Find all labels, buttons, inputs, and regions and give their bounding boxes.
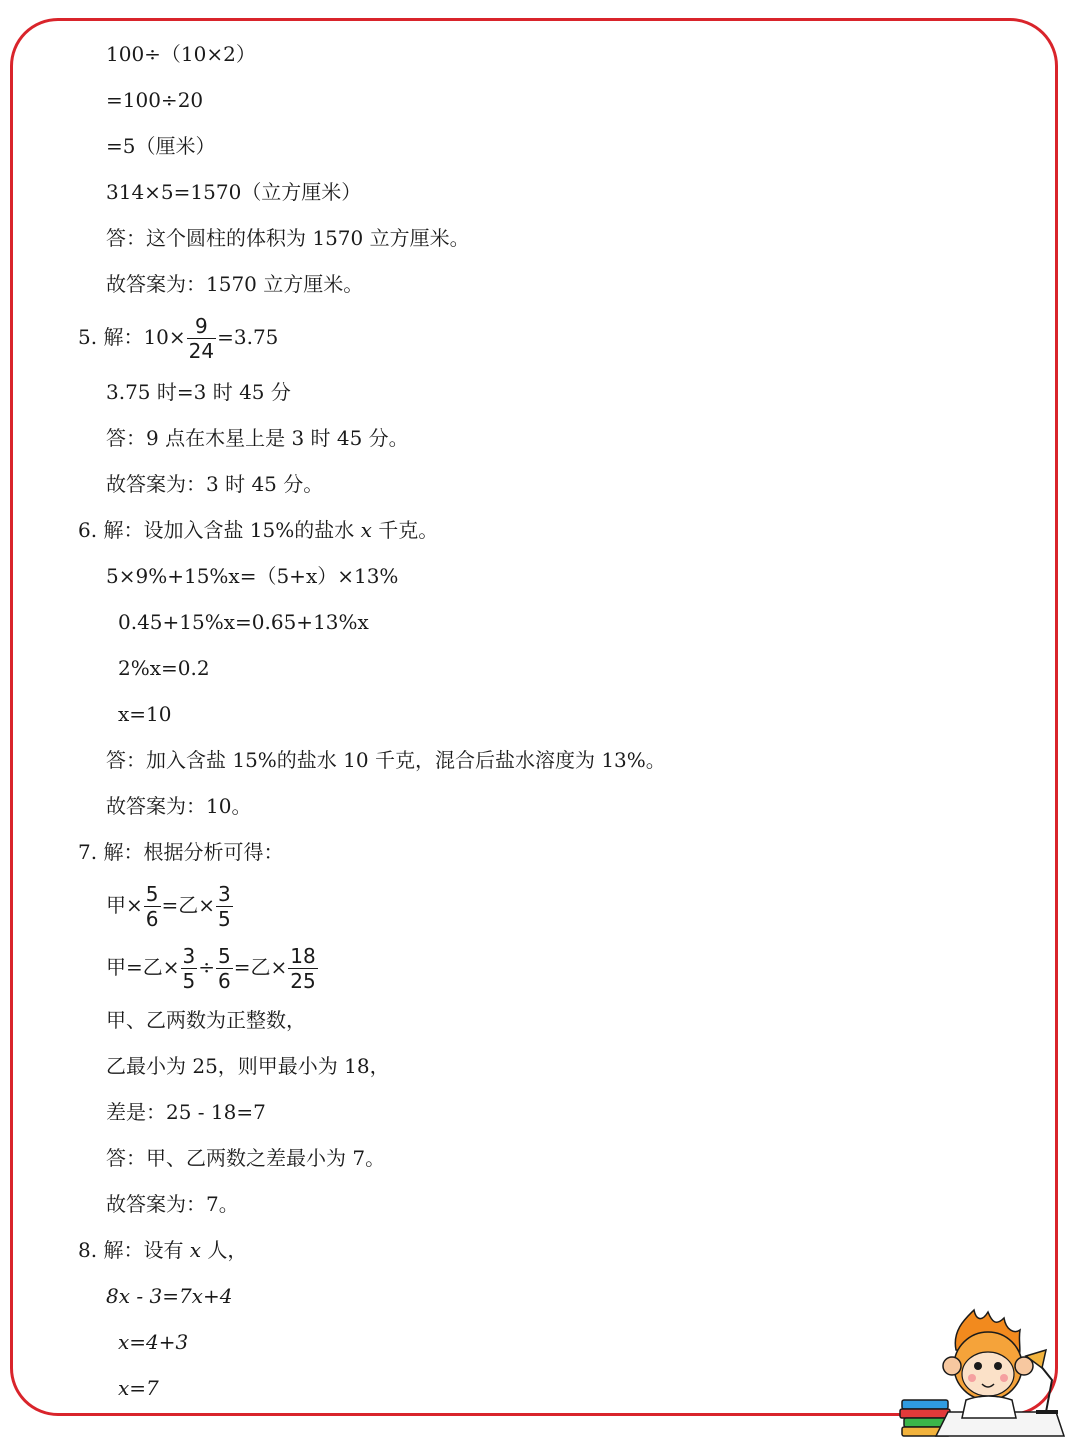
equation-line: 甲× $\frac{5}{6}$ =乙× $\frac{3}{5}$ xyxy=(106,882,231,931)
equation-line: 2%x=0.2 xyxy=(118,656,210,680)
calc-line: 314×5=1570（立方厘米） xyxy=(106,180,362,204)
final-answer-line: 故答案为：3 时 45 分。 xyxy=(106,472,324,496)
answer-line: 答：加入含盐 15%的盐水 10 千克，混合后盐水溶度为 13%。 xyxy=(106,748,666,772)
fraction: $\frac{9}{24}$ xyxy=(188,314,215,363)
calc-line: 乙最小为 25，则甲最小为 18， xyxy=(106,1054,390,1078)
fraction: $\frac{3}{5}$ xyxy=(182,944,196,993)
calc-line: =100÷20 xyxy=(106,88,204,112)
equation-line: x=4+3 xyxy=(118,1330,189,1354)
equation-line: 5×9%+15%x=（5+x）×13% xyxy=(106,564,399,588)
final-answer-line: 故答案为：10。 xyxy=(106,794,252,818)
calc-line: 甲、乙两数为正整数， xyxy=(106,1008,306,1032)
equation-line: 0.45+15%x=0.65+13%x xyxy=(118,610,369,634)
calc-line: 100÷（10×2） xyxy=(106,42,256,66)
question-8-solution: 8. 解：设有 x 人， xyxy=(78,1238,248,1262)
fraction: $\frac{3}{5}$ xyxy=(218,882,231,931)
answer-line: 答：这个圆柱的体积为 1570 立方厘米。 xyxy=(106,226,470,250)
calc-line: 3.75 时=3 时 45 分 xyxy=(106,380,291,404)
fraction: $\frac{18}{25}$ xyxy=(290,944,316,993)
final-answer-line: 故答案为：1570 立方厘米。 xyxy=(106,272,364,296)
calc-line: =5（厘米） xyxy=(106,134,216,158)
fraction: $\frac{5}{6}$ xyxy=(145,882,159,931)
fraction: $\frac{5}{6}$ xyxy=(218,944,231,993)
final-answer-line: 故答案为：7。 xyxy=(106,1192,239,1216)
calc-line: 差是：25 - 18=7 xyxy=(106,1100,266,1124)
question-6-solution: 6. 解：设加入含盐 15%的盐水 x 千克。 xyxy=(78,518,439,542)
equation-line: 8x - 3=7x+4 xyxy=(106,1284,233,1308)
answer-line: 答：甲、乙两数之差最小为 7。 xyxy=(106,1146,386,1170)
equation-line: x=10 xyxy=(118,702,172,726)
answer-line: 答：9 点在木星上是 3 时 45 分。 xyxy=(106,426,409,450)
question-5-solution: 5. 解：10× $\frac{9}{24}$ =3.75 xyxy=(78,314,279,363)
question-7-solution: 7. 解：根据分析可得： xyxy=(78,840,284,864)
monkey-mascot-icon xyxy=(896,1300,1066,1438)
equation-line: x=7 xyxy=(118,1376,159,1400)
equation-line: 甲=乙× $\frac{3}{5}$ ÷ $\frac{5}{6}$ =乙× $\frac{18}{25}$ xyxy=(106,944,316,993)
